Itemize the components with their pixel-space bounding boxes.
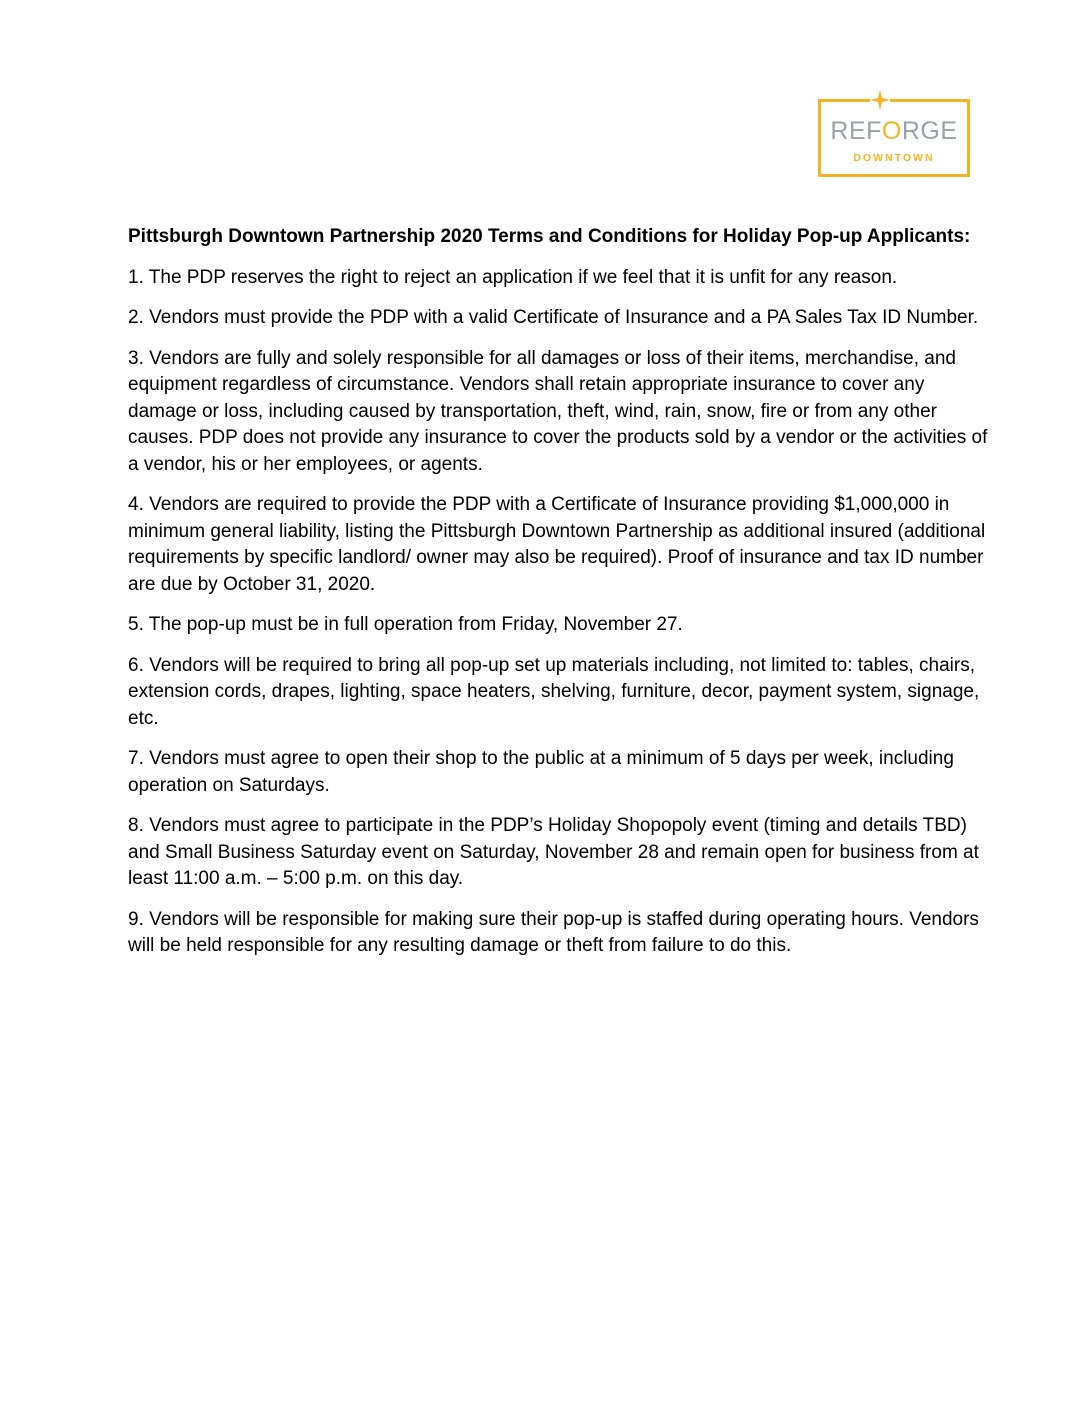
term-item-3: 3. Vendors are fully and solely responsible for all damages or loss of their items, merchandise, and equipment regardless of circumstance. Vendors shall retain appropriate insurance to cover any damage or loss, including caused by transportation, theft, wind, rain, snow, fire or from any other causes. PDP does not provide any insurance to cover the products sold by a vendor or the activities of a vendor, his or her employees, or agents. — [128, 347, 988, 475]
term-item-4: 4. Vendors are required to provide the PDP with a Certificate of Insurance providing $1,000,000 in minimum general liability, listing the Pittsburgh Downtown Partnership as additional insured (additional requirements by specific landlord/ owner may also be required). Proof of insurance and tax ID number are due by October 31, 2020. — [128, 494, 986, 595]
term-item-5: 5. The pop-up must be in full operation from Friday, November 27. — [128, 614, 683, 635]
term-item-8: 8. Vendors must agree to participate in the PDP’s Holiday Shopopoly event (timing and details TBD) and Small Business Saturday event on Saturday, November 28 and remain open for business from at least 11:00 a.m. – 5:00 p.m. on this day. — [128, 815, 979, 889]
reforge-downtown-logo — [818, 99, 970, 177]
logo-subtitle: DOWNTOWN — [853, 152, 935, 164]
term-item-2: 2. Vendors must provide the PDP with a valid Certificate of Insurance and a PA Sales Tax ID Number. — [128, 307, 979, 328]
term-item-1: 1. The PDP reserves the right to reject an application if we feel that it is unfit for any reason. — [128, 266, 898, 288]
logo-wordmark: REFORGE — [830, 117, 958, 145]
term-item-6: 6. Vendors will be required to bring all pop-up set up materials including, not limited to: tables, chairs, extension cords, drapes, lighting, space heaters, shelving, furniture, decor, payment system, signage, etc. — [128, 654, 980, 729]
term-item-9: 9. Vendors will be responsible for making sure their pop-up is staffed during operating hours. Vendors will be held responsible for any resulting damage or theft from failure to do this. — [128, 908, 979, 956]
term-item-7: 7. Vendors must agree to open their shop to the public at a minimum of 5 days per week, including operation on Saturdays. — [128, 748, 954, 796]
terms-document — [128, 224, 988, 974]
document-title: Pittsburgh Downtown Partnership 2020 Terms and Conditions for Holiday Pop-up Applicants: — [128, 226, 971, 247]
four-point-star-icon — [870, 90, 890, 110]
